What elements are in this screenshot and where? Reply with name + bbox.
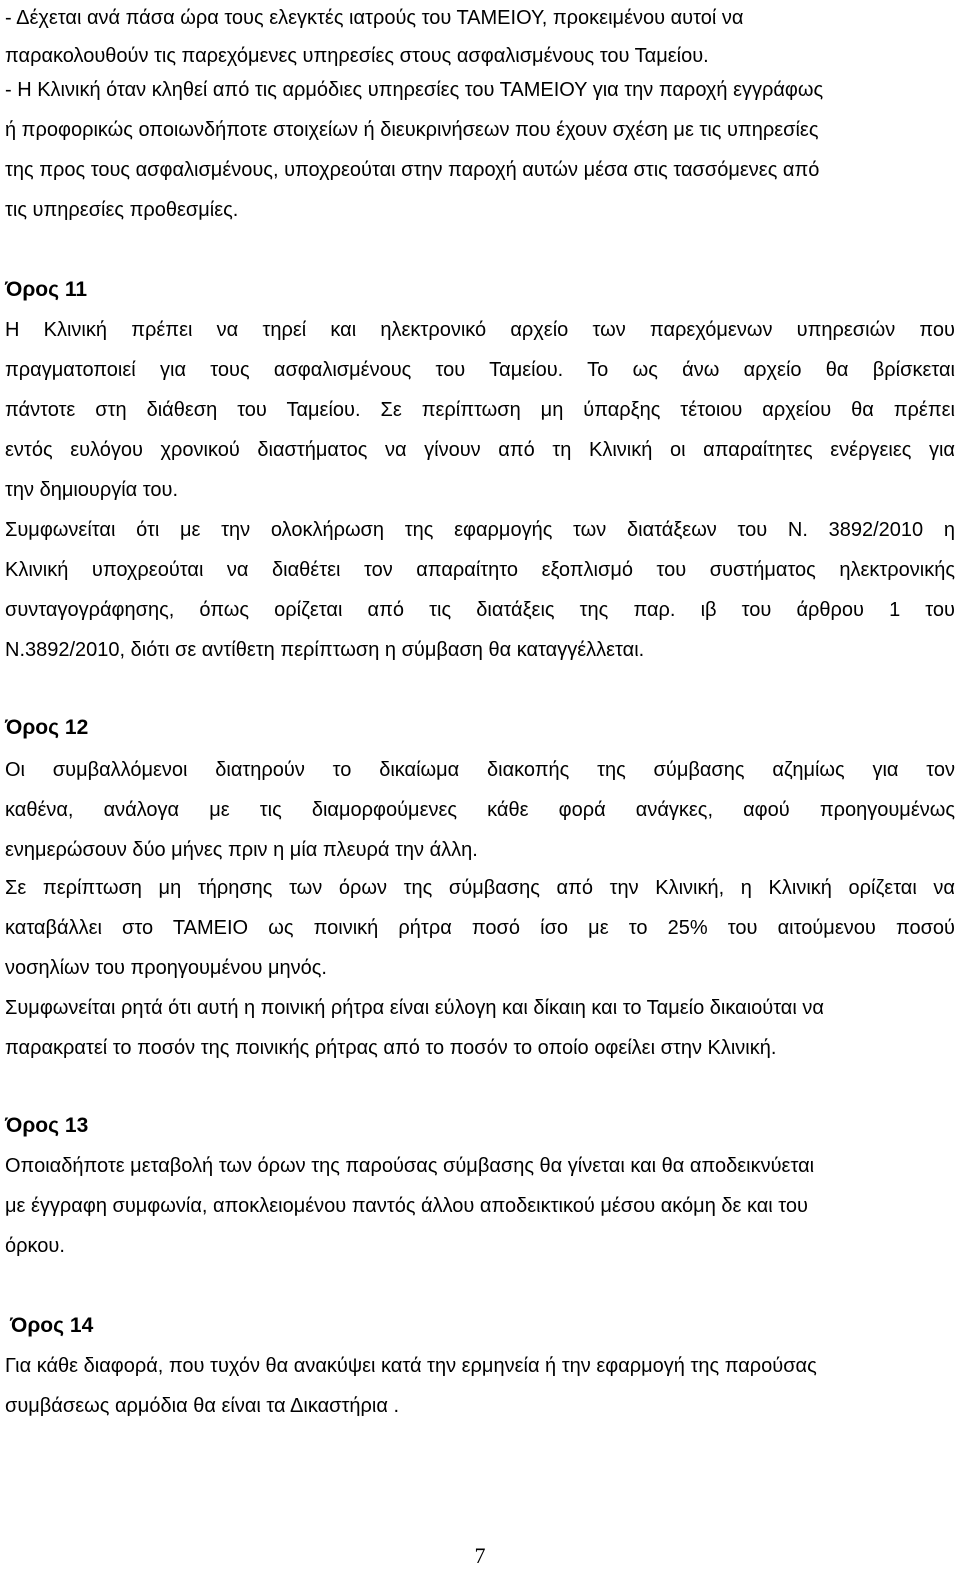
- term-13-line-1: Οποιαδήποτε μεταβολή των όρων της παρούσας σύμβασης θα γίνεται και θα αποδεικνύεται: [5, 1155, 815, 1177]
- term-11-line-9: Ν.3892/2010, διότι σε αντίθετη περίπτωση η σύμβαση θα καταγγέλλεται.: [5, 639, 645, 661]
- term-14-line-1: Για κάθε διαφορά, που τυχόν θα ανακύψει κατά την ερμηνεία ή την εφαρμογή της παρούσας: [5, 1355, 817, 1377]
- term-12-line-6: νοσηλίων του προηγουμένου μηνός.: [5, 957, 327, 979]
- page-number: 7: [474, 1543, 486, 1568]
- term-11-line-8: συνταγογράφησης, όπως ορίζεται από τις διατάξεις της παρ. ιβ του άρθρου 1 του: [5, 599, 955, 621]
- term-12-line-3: ενημερώσουν δύο μήνες πριν η μία πλευρά την άλλη.: [5, 839, 478, 861]
- intro-line-5: της προς τους ασφαλισμένους, υποχρεούται στην παροχή αυτών μέσα στις τασσόμενες από: [5, 159, 820, 181]
- term-13-line-2: με έγγραφη συμφωνία, αποκλειομένου παντός άλλου αποδεικτικού μέσου ακόμη δε και του: [5, 1195, 808, 1217]
- term-12-line-5: καταβάλλει στο ΤΑΜΕΙΟ ως ποινική ρήτρα ποσό ίσο με το 25% του αιτούμενου ποσού: [5, 917, 955, 939]
- term-11-heading: Όρος 11: [5, 278, 88, 301]
- term-12-line-2: καθένα, ανάλογα με τις διαμορφούμενες κάθε φορά ανάγκες, αφού προηγουμένως: [5, 799, 955, 821]
- term-11-line-7: Κλινική υποχρεούται να διαθέτει τον απαραίτητο εξοπλισμό του συστήματος ηλεκτρονικής: [5, 559, 955, 581]
- term-11-line-2: πραγματοποιεί για τους ασφαλισμένους του Ταμείου. Το ως άνω αρχείο θα βρίσκεται: [5, 359, 955, 381]
- term-11-line-6: Συμφωνείται ότι με την ολοκλήρωση της εφαρμογής των διατάξεων του Ν. 3892/2010 η: [5, 519, 955, 541]
- term-12-line-7: Συμφωνείται ρητά ότι αυτή η ποινική ρήτρα είναι εύλογη και δίκαιη και το Ταμείο δικαιούται να: [5, 997, 824, 1019]
- term-14-heading: Όρος 14: [10, 1314, 94, 1337]
- term-13-heading: Όρος 13: [5, 1114, 89, 1137]
- intro-line-3: - Η Κλινική όταν κληθεί από τις αρμόδιες υπηρεσίες του ΤΑΜΕΙΟΥ για την παροχή εγγράφως: [5, 79, 824, 101]
- term-11-line-4: εντός ευλόγου χρονικού διαστήματος να γίνουν από τη Κλινική οι απαραίτητες ενέργειες για: [5, 439, 955, 461]
- term-12-line-1: Οι συμβαλλόμενοι διατηρούν το δικαίωμα διακοπής της σύμβασης αζημίως για τον: [5, 759, 955, 781]
- term-12-heading: Όρος 12: [5, 716, 89, 739]
- intro-line-4: ή προφορικώς οποιωνδήποτε στοιχείων ή διευκρινήσεων που έχουν σχέση με τις υπηρεσίες: [5, 119, 819, 141]
- term-11-line-5: την δημιουργία του.: [5, 479, 179, 501]
- intro-line-2: παρακολουθούν τις παρεχόμενες υπηρεσίες στους ασφαλισμένους του Ταμείου.: [5, 45, 709, 67]
- term-13-line-3: όρκου.: [5, 1235, 65, 1257]
- term-12-line-4: Σε περίπτωση μη τήρησης των όρων της σύμβασης από την Κλινική, η Κλινική ορίζεται να: [5, 877, 955, 899]
- term-11-line-3: πάντοτε στη διάθεση του Ταμείου. Σε περίπτωση μη ύπαρξης τέτοιου αρχείου θα πρέπει: [5, 399, 955, 421]
- intro-line-1: - Δέχεται ανά πάσα ώρα τους ελεγκτές ιατρούς του ΤΑΜΕΙΟΥ, προκειμένου αυτοί να: [5, 7, 744, 29]
- term-14-line-2: συμβάσεως αρμόδια θα είναι τα Δικαστήρια .: [5, 1395, 400, 1417]
- term-12-line-8: παρακρατεί το ποσόν της ποινικής ρήτρας από το ποσόν το οποίο οφείλει στην Κλινική.: [5, 1037, 777, 1059]
- intro-line-6: τις υπηρεσίες προθεσμίες.: [5, 199, 239, 221]
- term-11-line-1: Η Κλινική πρέπει να τηρεί και ηλεκτρονικό αρχείο των παρεχόμενων υπηρεσιών που: [5, 319, 955, 341]
